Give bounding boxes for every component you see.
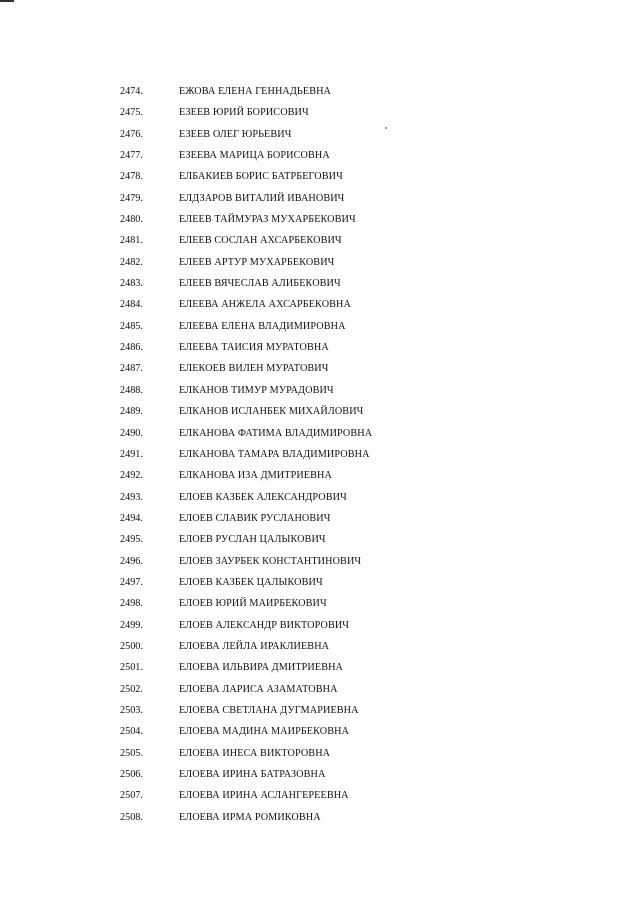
list-item [0,785,640,806]
entry-number: 2494. [120,512,143,524]
entry-number: 2496. [120,555,143,567]
entry-number: 2507. [120,790,143,802]
list-item [0,188,640,209]
entry-name: ЕЛЕЕВА АНЖЕЛА АХСАРБЕКОВНА [179,299,351,311]
entry-number: 2482. [120,256,143,268]
entry-number: 2479. [120,192,143,204]
list-item [0,337,640,358]
entry-name: ЕЛЕЕВ АРТУР МУХАРБЕКОВИЧ [179,256,335,268]
entry-number: 2476. [120,128,143,140]
entry-name: ЕЛОЕВА ИРИНА АСЛАНГЕРЕЕВНА [179,790,349,802]
entry-number: 2485. [120,320,143,332]
entry-number: 2504. [120,726,143,738]
entry-name: ЕЗЕЕВ ЮРИЙ БОРИСОВИЧ [179,107,309,119]
entry-number: 2474. [120,86,143,97]
entry-name: ЕЛДЗАРОВ ВИТАЛИЙ ИВАНОВИЧ [179,192,345,204]
entry-name: ЕЛКАНОВА ТАМАРА ВЛАДИМИРОВНА [179,448,370,460]
entry-name: ЕЛОЕВА ИНЕСА ВИКТОРОВНА [179,747,331,759]
entry-number: 2495. [120,534,143,546]
entry-number: 2508. [120,811,143,823]
list-item [0,81,640,102]
entry-number: 2484. [120,299,143,311]
entry-number: 2477. [120,150,143,162]
entry-name: ЕЛЕЕВА ЕЛЕНА ВЛАДИМИРОВНА [179,320,346,332]
entry-name: ЕЛЕЕВА ТАИСИЯ МУРАТОВНА [179,342,329,354]
entry-number: 2480. [120,214,143,226]
entry-number: 2503. [120,704,143,716]
list-item [0,166,640,187]
entry-name: ЕЛЕЕВ СОСЛАН АХСАРБЕКОВИЧ [179,235,342,247]
entry-name: ЕЛОЕВА МАДИНА МАИРБЕКОВНА [179,726,350,738]
list-item [0,209,640,230]
entry-name: ЕЛОЕВА ИЛЬВИРА ДМИТРИЕВНА [179,662,344,674]
entry-name: ЕЛОЕВ КАЗБЕК АЛЕКСАНДРОВИЧ [179,491,347,503]
entry-name: ЕЗЕЕВ ОЛЕГ ЮРЬЕВИЧ [179,128,292,140]
entry-name: ЕЛКАНОВ ТИМУР МУРАДОВИЧ [179,384,334,396]
entry-number: 2486. [120,342,143,354]
list-item [0,252,640,273]
entry-number: 2506. [120,769,143,780]
entry-number: 2478. [120,171,143,183]
entry-number: 2505. [120,747,143,759]
entry-name: ЕЛЕЕВ ВЯЧЕСЛАВ АЛИБЕКОВИЧ [179,278,341,290]
list-item [0,636,640,657]
list-item [0,102,640,123]
list-item [0,508,640,529]
entry-number: 2497. [120,576,143,588]
entry-number: 2489. [120,406,143,418]
list-item [0,294,640,315]
entry-name: ЕЛОЕВА ИРИНА БАТРАЗОВНА [179,769,326,780]
entry-number: 2493. [120,491,143,503]
entry-name: ЕЛОЕВА ЛЕЙЛА ИРАКЛИЕВНА [179,640,330,652]
list-item [0,145,640,166]
entry-number: 2501. [120,662,143,674]
entry-name: ЕЛКАНОВА ИЗА ДМИТРИЕВНА [179,470,332,482]
entry-number: 2481. [120,235,143,247]
list-item [0,700,640,721]
list-item [0,743,640,764]
entry-name: ЕЛОЕВ АЛЕКСАНДР ВИКТОРОВИЧ [179,619,350,631]
entry-number: 2502. [120,683,143,695]
list-item [0,615,640,636]
list-item [0,721,640,742]
entry-name: ЕЛЕЕВ ТАЙМУРАЗ МУХАРБЕКОВИЧ [179,214,356,226]
entry-number: 2492. [120,470,143,482]
entry-number: 2500. [120,640,143,652]
list-item [0,124,640,145]
list-item [0,465,640,486]
entry-number: 2487. [120,363,143,375]
entry-number: 2483. [120,278,143,290]
list-item [0,764,640,785]
name-list [0,81,640,828]
list-item [0,551,640,572]
list-item [0,423,640,444]
entry-number: 2488. [120,384,143,396]
list-item [0,679,640,700]
entry-name: ЕЛОЕВ КАЗБЕК ЦАЛЫКОВИЧ [179,576,323,588]
list-item [0,273,640,294]
entry-name: ЕЛОЕВ ЮРИЙ МАИРБЕКОВИЧ [179,598,327,610]
list-item [0,487,640,508]
list-item [0,380,640,401]
entry-name: ЕЛБАКИЕВ БОРИС БАТРБЕГОВИЧ [179,171,343,183]
entry-number: 2475. [120,107,143,119]
entry-name: ЕЛОЕВА ИРМА РОМИКОВНА [179,811,321,823]
entry-number: 2491. [120,448,143,460]
scan-edge-mark [0,0,14,2]
entry-number: 2490. [120,427,143,439]
entry-name: ЕЛОЕВА ЛАРИСА АЗАМАТОВНА [179,683,338,695]
entry-number: 2499. [120,619,143,631]
list-item [0,444,640,465]
entry-name: ЕЛОЕВА СВЕТЛАНА ДУГМАРИЕВНА [179,704,359,716]
list-item [0,529,640,550]
list-item [0,657,640,678]
list-item [0,593,640,614]
entry-name: ЕЛКАНОВА ФАТИМА ВЛАДИМИРОВНА [179,427,373,439]
entry-name: ЕЛОЕВ ЗАУРБЕК КОНСТАНТИНОВИЧ [179,555,362,567]
list-item [0,572,640,593]
entry-name: ЕЛКАНОВ ИСЛАНБЕК МИХАЙЛОВИЧ [179,406,364,418]
list-item [0,807,640,828]
entry-name: ЕЗЕЕВА МАРИЦА БОРИСОВНА [179,150,330,162]
list-item [0,358,640,379]
entry-name: ЕЖОВА ЕЛЕНА ГЕННАДЬЕВНА [179,86,332,97]
list-item [0,401,640,422]
list-item [0,230,640,251]
entry-name: ЕЛОЕВ СЛАВИК РУСЛАНОВИЧ [179,512,331,524]
list-item [0,316,640,337]
entry-name: ЕЛЕКОЕВ ВИЛЕН МУРАТОВИЧ [179,363,329,375]
entry-number: 2498. [120,598,143,610]
entry-name: ЕЛОЕВ РУСЛАН ЦАЛЫКОВИЧ [179,534,326,546]
